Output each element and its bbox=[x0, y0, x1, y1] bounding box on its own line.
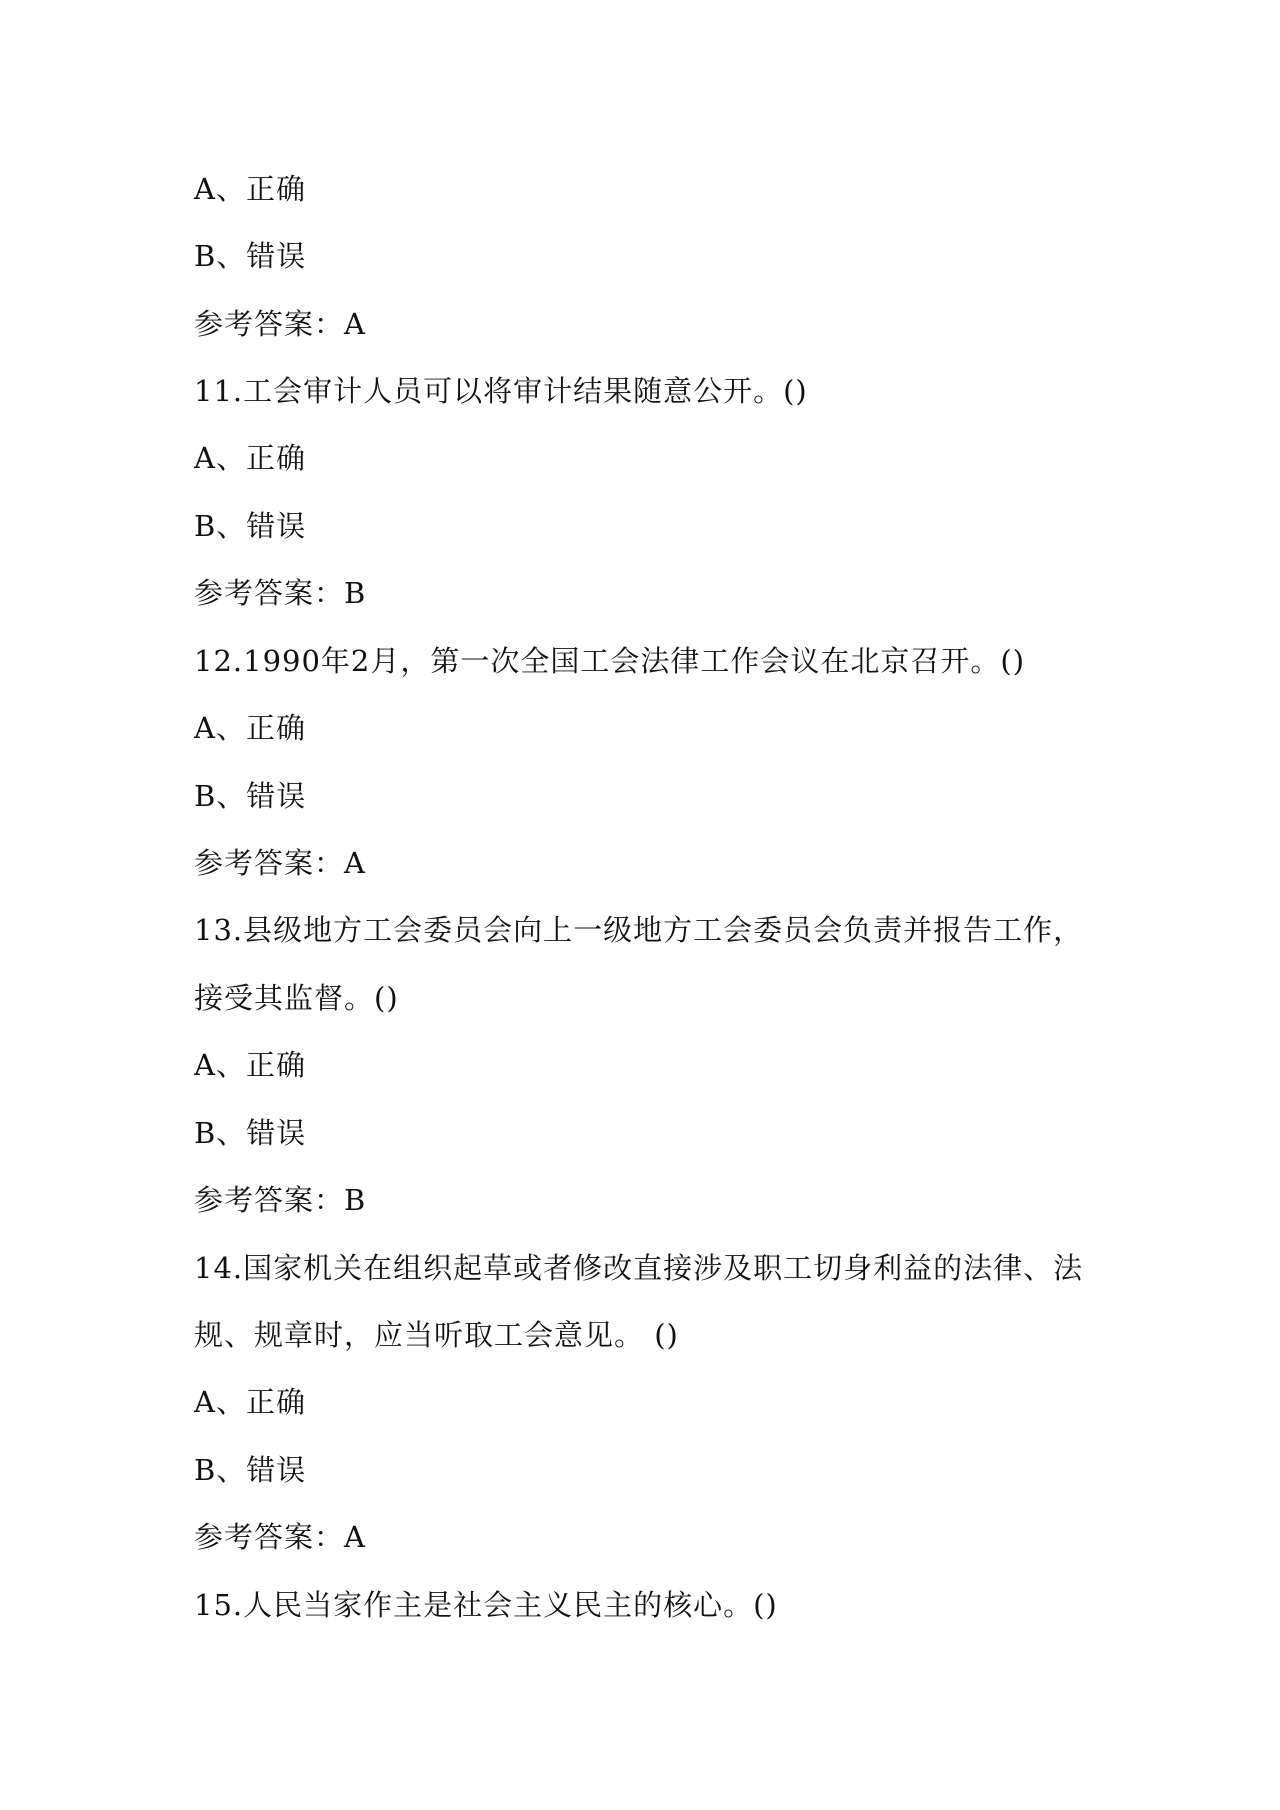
option-a: A、正确 bbox=[194, 1048, 306, 1082]
question-14-line-2: 规、规章时，应当听取工会意见。 () bbox=[194, 1318, 679, 1352]
option-a: A、正确 bbox=[194, 172, 306, 206]
question-15: 15.人民当家作主是社会主义民主的核心。() bbox=[194, 1588, 778, 1622]
question-14-line-1: 14.国家机关在组织起草或者修改直接涉及职工切身利益的法律、法 bbox=[194, 1251, 1084, 1285]
question-13-line-2: 接受其监督。() bbox=[194, 981, 399, 1015]
reference-answer: 参考答案：B bbox=[194, 576, 367, 610]
reference-answer: 参考答案：A bbox=[194, 1520, 366, 1554]
question-11: 11.工会审计人员可以将审计结果随意公开。() bbox=[194, 374, 808, 408]
question-12: 12.1990年2月，第一次全国工会法律工作会议在北京召开。() bbox=[194, 644, 1026, 678]
option-b: B、错误 bbox=[194, 1116, 307, 1150]
option-a: A、正确 bbox=[194, 711, 306, 745]
option-b: B、错误 bbox=[194, 239, 307, 273]
option-b: B、错误 bbox=[194, 779, 307, 813]
question-13-line-1: 13.县级地方工会委员会向上一级地方工会委员会负责并报告工作， bbox=[194, 913, 1084, 947]
option-b: B、错误 bbox=[194, 1453, 307, 1487]
reference-answer: 参考答案：A bbox=[194, 307, 366, 341]
option-b: B、错误 bbox=[194, 509, 307, 543]
reference-answer: 参考答案：A bbox=[194, 846, 366, 880]
option-a: A、正确 bbox=[194, 1385, 306, 1419]
option-a: A、正确 bbox=[194, 441, 306, 475]
reference-answer: 参考答案：B bbox=[194, 1183, 367, 1217]
